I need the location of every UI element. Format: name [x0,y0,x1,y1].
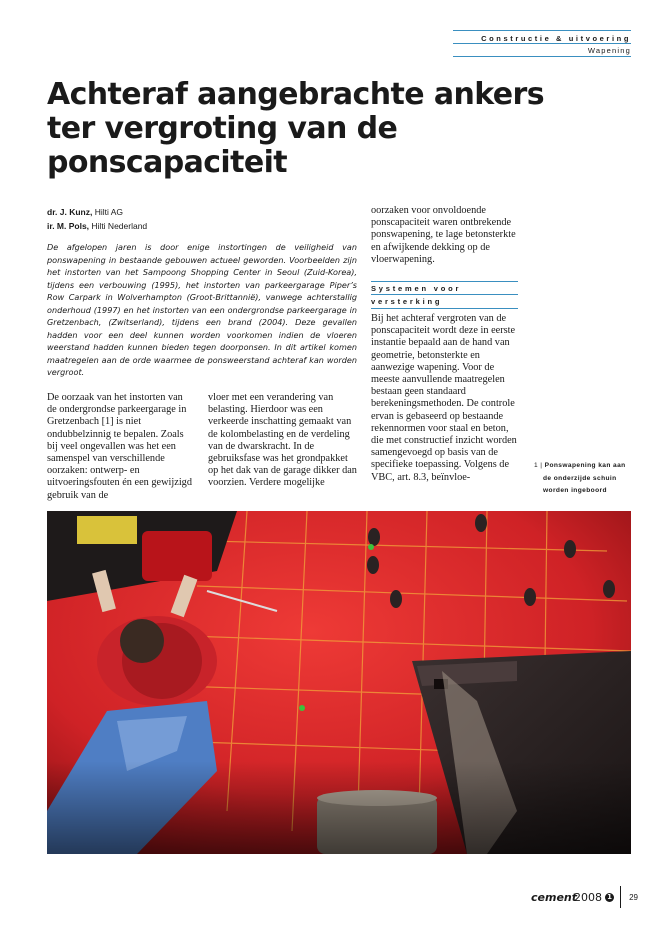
magazine-year: 2008 [574,891,602,904]
article-intro: De afgelopen jaren is door enige instortingen de veiligheid van ponswapening in bestaande gebouwen actueel geworden. Voorbeelden zijn het instorten van het Sampoong Shopping Center in Seoul (Zuid-Korea), tijdens een verbouwing (1995), het instorten van parkeergarage Piper’s Row Carpark in Wolverhampton (Groot-Brittannië), vanwege achterstallig onderhoud (1997) en het instorten van een ondergrondse parkeergarage in Gretzenbach, (Zwitserland), tijdens een brand (2004). Deze gevallen hadden voor een deel kunnen worden voorkomen indien de vloeren weerstand hadden kunnen bieden tegen doorponsen. In dit artikel komen maatregelen aan de orde waarmee de ponsweerstand achteraf kan worden vergroot. [47,242,357,377]
author-line [47,205,147,219]
page-number: 29 [629,893,638,902]
footer-divider [620,886,621,908]
caption-line: worden ingeboord [543,487,607,494]
body-column-3-bottom: Bij het achteraf vergroten van de ponscapaciteit wordt deze in eerste instantie bepaald aan de hand van geometrie, betonsterkte en aanwezige wapening. Voor de meeste aanvullende maatregelen bestaan geen standaard berekeningsmethoden. De controle ervan is gebaseerd op bestaande rekennormen voor staal en beton, die met constructief inzicht worden samengevoegd op basis van de specifieke toepassing. Volgens de VBC, art. 8.3, beïnvloe- [371,313,517,483]
author-affiliation: Hilti Nederland [89,221,148,231]
header-rule-middle [453,43,631,44]
author-affiliation: Hilti AG [92,207,124,217]
figure-number: 1 | [534,462,543,469]
author-line [47,219,147,233]
caption-line: de onderzijde schuin [543,474,617,482]
magazine-brand: cement [531,891,577,904]
header-rule-bottom [453,56,631,57]
subheading-rule-middle [371,294,518,295]
body-column-3-top: oorzaken voor onvoldoende ponscapaciteit waren ontbrekende ponswapening, te lage betonsterkte en afwijkende dekking op de vloerwapening. [371,205,516,265]
subheading-line-2: versterking [371,297,443,306]
section-label: Constructie & uitvoering [481,34,631,43]
subheading-rule-bottom [371,308,518,309]
article-photo [47,511,631,854]
subheading-line-1: Systemen voor [371,284,462,293]
body-column-1: De oorzaak van het instorten van de ondergrondse parkeergarage in Gretzenbach [1] is niet ondubbelzinnig te bepalen. Zoals bij veel ongevallen was het een samenspel van verschillende oorzaken: ontwerp- en uitvoeringsfouten én een gewijzigd gebruik van de [47,392,192,501]
figure-caption [534,460,634,498]
author-name: ir. M. Pols, [47,221,90,231]
caption-line: Ponswapening kan aan [544,462,626,469]
subsection-label: Wapening [587,46,631,55]
author-name: dr. J. Kunz, [47,207,93,217]
body-column-2: vloer met een verandering van belasting. Hierdoor was een verkeerde inschatting gemaakt van de kolombelasting en de verdeling van de dwarskracht. In de gebruiksfase was het grondpakket op het dak van de garage dikker dan voorzien. Verdere mogelijke [208,392,357,489]
author-list [47,205,147,233]
header-rule-top [453,30,631,31]
issue-number-badge: 1 [605,893,614,902]
article-title: Achteraf aangebrachte ankers ter vergroting van de ponscapaciteit [47,77,544,180]
page-footer [500,890,638,910]
subheading-rule-top [371,281,518,282]
